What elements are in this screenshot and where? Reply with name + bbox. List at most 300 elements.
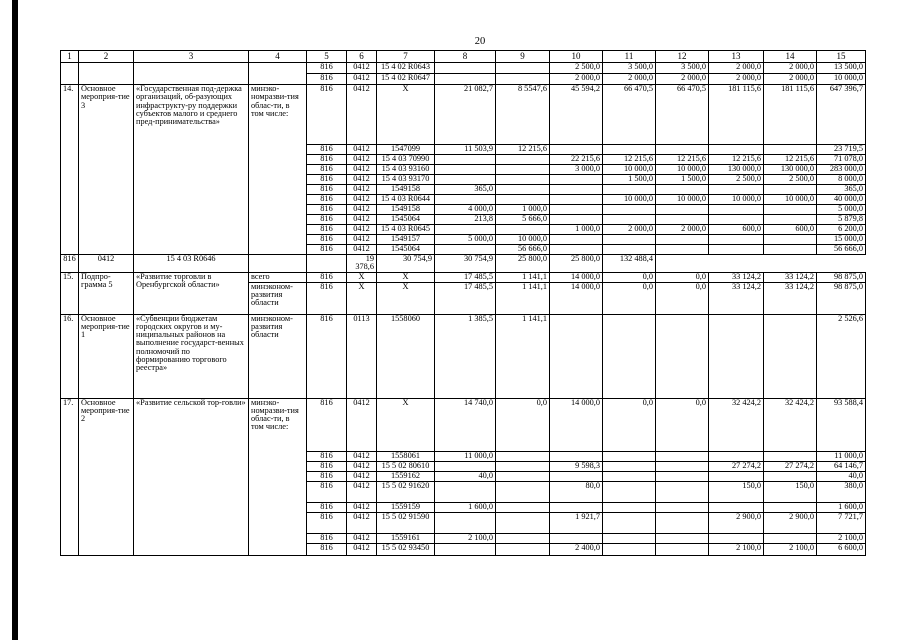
table-cell: 816	[307, 512, 347, 533]
value-cell: 56 666,0	[496, 245, 550, 255]
column-header: 5	[307, 51, 347, 63]
value-cell: 12 215,6	[496, 145, 550, 155]
value-cell: 365,0	[817, 185, 866, 195]
value-cell: 98 875,0	[817, 272, 866, 282]
value-cell	[709, 471, 764, 481]
table-cell: 816	[307, 314, 347, 398]
value-cell	[496, 175, 550, 185]
table-cell: 816	[307, 195, 347, 205]
value-cell	[656, 205, 709, 215]
page-number: 20	[474, 36, 486, 47]
executor: минэко-номразви-тия облас-ти, в том числе:	[249, 85, 307, 255]
value-cell: 0,0	[656, 272, 709, 282]
value-cell: 2 000,0	[550, 74, 603, 85]
value-cell	[496, 451, 550, 461]
value-cell	[764, 451, 817, 461]
value-cell	[709, 145, 764, 155]
value-cell	[550, 471, 603, 481]
code-cell: 1545064	[377, 245, 435, 255]
value-cell: 27 274,2	[764, 461, 817, 471]
table-cell: 0412	[347, 471, 377, 481]
value-cell	[764, 205, 817, 215]
value-cell: 1 500,0	[603, 175, 656, 185]
value-cell	[656, 235, 709, 245]
table-cell: 0412	[347, 175, 377, 185]
value-cell	[435, 481, 496, 502]
value-cell: 2 500,0	[550, 63, 603, 74]
value-cell: 23 719,5	[817, 145, 866, 155]
code-cell: 1549157	[377, 235, 435, 245]
value-cell	[603, 145, 656, 155]
event-description: «Субвенции бюджетам городских округов и му-ниципальных районов на выполнение государст-венных полномочий по формированию торгового реестра»	[134, 314, 249, 398]
value-cell: 33 124,2	[709, 272, 764, 282]
value-cell: 600,0	[764, 225, 817, 235]
value-cell	[764, 215, 817, 225]
column-header: 13	[709, 51, 764, 63]
table-row	[61, 63, 866, 74]
event-name: Основное мероприя-тие 2	[79, 398, 134, 555]
row-number: 14.	[61, 85, 79, 255]
value-cell: 6 600,0	[817, 543, 866, 555]
value-cell	[764, 471, 817, 481]
value-cell: 2 000,0	[709, 63, 764, 74]
row-number: 17.	[61, 398, 79, 555]
table-cell: 0412	[347, 185, 377, 195]
value-cell: 2 000,0	[709, 74, 764, 85]
code-cell: 15 4 03 R0644	[377, 195, 435, 205]
value-cell: 10 000,0	[603, 165, 656, 175]
table-cell: 0113	[347, 314, 377, 398]
value-cell: 66 470,5	[603, 85, 656, 145]
table-cell: 0412	[347, 245, 377, 255]
table-cell: X	[347, 282, 377, 314]
value-cell: 8 000,0	[817, 175, 866, 185]
value-cell	[603, 215, 656, 225]
table-cell: 0412	[347, 543, 377, 555]
code-cell: 15 4 03 R0645	[377, 225, 435, 235]
value-cell: 10 000,0	[764, 195, 817, 205]
value-cell	[435, 543, 496, 555]
value-cell: 0,0	[603, 398, 656, 451]
value-cell	[435, 245, 496, 255]
value-cell	[435, 155, 496, 165]
value-cell: 45 594,2	[550, 85, 603, 145]
value-cell: 25 800,0	[550, 255, 603, 273]
value-cell: 1 385,5	[435, 314, 496, 398]
value-cell: 3 000,0	[550, 165, 603, 175]
page-edge-bar	[12, 0, 18, 640]
column-header: 4	[249, 51, 307, 63]
table-cell: 0412	[347, 165, 377, 175]
value-cell	[764, 185, 817, 195]
value-cell: 17 485,5	[435, 282, 496, 314]
table-cell: 0412	[347, 205, 377, 215]
value-cell: 181 115,6	[709, 85, 764, 145]
table-cell: 0412	[347, 155, 377, 165]
value-cell	[603, 481, 656, 502]
value-cell	[496, 512, 550, 533]
table-cell: 816	[61, 255, 79, 273]
value-cell	[496, 63, 550, 74]
value-cell: 10 000,0	[817, 74, 866, 85]
code-cell: 1558060	[377, 314, 435, 398]
value-cell	[307, 255, 347, 273]
value-cell: 8 5547,6	[496, 85, 550, 145]
table-cell: 816	[307, 451, 347, 461]
code-cell: 1559159	[377, 502, 435, 512]
table-cell: 816	[307, 543, 347, 555]
table-cell: 816	[307, 205, 347, 215]
value-cell: 2 100,0	[709, 543, 764, 555]
value-cell: 6 200,0	[817, 225, 866, 235]
column-header: 3	[134, 51, 249, 63]
code-cell: 1559162	[377, 471, 435, 481]
value-cell: 10 000,0	[496, 235, 550, 245]
value-cell: 12 215,6	[709, 155, 764, 165]
value-cell: 7 721,7	[817, 512, 866, 533]
value-cell: 1 600,0	[435, 502, 496, 512]
value-cell	[496, 165, 550, 175]
table-cell: 816	[307, 282, 347, 314]
code-cell: X	[377, 282, 435, 314]
value-cell	[550, 245, 603, 255]
value-cell	[435, 165, 496, 175]
code-cell: 15 5 02 80610	[377, 461, 435, 471]
value-cell: 2 100,0	[817, 533, 866, 543]
value-cell: 33 124,2	[764, 272, 817, 282]
code-cell: 15 5 02 91620	[377, 481, 435, 502]
value-cell	[435, 225, 496, 235]
column-header: 7	[377, 51, 435, 63]
value-cell	[656, 314, 709, 398]
value-cell: 33 124,2	[709, 282, 764, 314]
value-cell: 213,8	[435, 215, 496, 225]
table-cell: 816	[307, 471, 347, 481]
value-cell: 2 000,0	[764, 74, 817, 85]
value-cell: 0,0	[603, 282, 656, 314]
table-cell: 0412	[347, 451, 377, 461]
value-cell: 2 000,0	[603, 74, 656, 85]
value-cell: 30 754,9	[435, 255, 496, 273]
value-cell: 0,0	[656, 282, 709, 314]
value-cell	[656, 512, 709, 533]
value-cell	[603, 533, 656, 543]
value-cell: 40 000,0	[817, 195, 866, 205]
code-cell: 1547099	[377, 145, 435, 155]
value-cell: 10 000,0	[656, 195, 709, 205]
table-cell: 0412	[347, 512, 377, 533]
column-header: 6	[347, 51, 377, 63]
table-cell	[79, 63, 134, 85]
value-cell: 93 588,4	[817, 398, 866, 451]
value-cell: 2 000,0	[764, 63, 817, 74]
table-cell: 0412	[347, 481, 377, 502]
value-cell: 15 000,0	[817, 235, 866, 245]
column-header: 9	[496, 51, 550, 63]
value-cell: 0,0	[656, 398, 709, 451]
value-cell	[603, 512, 656, 533]
value-cell	[496, 195, 550, 205]
value-cell	[764, 245, 817, 255]
code-cell: X	[377, 85, 435, 145]
value-cell	[656, 245, 709, 255]
value-cell: 181 115,6	[764, 85, 817, 145]
value-cell: 0,0	[496, 398, 550, 451]
value-cell	[603, 502, 656, 512]
value-cell	[435, 461, 496, 471]
value-cell: 365,0	[435, 185, 496, 195]
value-cell	[603, 471, 656, 481]
value-cell: 14 000,0	[550, 398, 603, 451]
code-cell: 15 4 03 93160	[377, 165, 435, 175]
column-header: 8	[435, 51, 496, 63]
value-cell: 132 488,4	[603, 255, 656, 273]
value-cell	[709, 185, 764, 195]
event-name: Подпро-грамма 5	[79, 272, 134, 314]
value-cell: 10 000,0	[709, 195, 764, 205]
table-cell: 0412	[347, 74, 377, 85]
value-cell	[603, 245, 656, 255]
value-cell	[550, 175, 603, 185]
value-cell: 2 000,0	[656, 225, 709, 235]
code-cell: X	[377, 272, 435, 282]
value-cell: 4 000,0	[435, 205, 496, 215]
value-cell	[435, 512, 496, 533]
table-row	[61, 85, 866, 145]
value-cell: 5 666,0	[496, 215, 550, 225]
value-cell	[709, 235, 764, 245]
value-cell: 150,0	[764, 481, 817, 502]
value-cell	[764, 145, 817, 155]
value-cell	[496, 74, 550, 85]
table-cell: 816	[307, 235, 347, 245]
value-cell	[656, 471, 709, 481]
value-cell: 25 800,0	[496, 255, 550, 273]
table-cell: 816	[307, 175, 347, 185]
column-header: 2	[79, 51, 134, 63]
column-header: 12	[656, 51, 709, 63]
value-cell	[550, 235, 603, 245]
value-cell	[550, 195, 603, 205]
table-cell	[249, 63, 307, 85]
table-cell: 0412	[79, 255, 134, 273]
value-cell	[656, 461, 709, 471]
value-cell: 3 500,0	[603, 63, 656, 74]
column-header: 1	[61, 51, 79, 63]
value-cell: 11 000,0	[817, 451, 866, 461]
value-cell	[709, 502, 764, 512]
value-cell: 33 124,2	[764, 282, 817, 314]
value-cell	[603, 185, 656, 195]
value-cell: 66 470,5	[656, 85, 709, 145]
table-cell: 816	[307, 398, 347, 451]
table-row	[61, 255, 866, 273]
value-cell	[496, 533, 550, 543]
value-cell	[603, 235, 656, 245]
value-cell: 2 500,0	[709, 175, 764, 185]
table-cell: 0412	[347, 235, 377, 245]
value-cell	[656, 215, 709, 225]
value-cell: 19 378,6	[347, 255, 377, 273]
code-cell: 15 4 02 R0643	[377, 63, 435, 74]
value-cell: 1 000,0	[496, 205, 550, 215]
table-cell: 816	[307, 502, 347, 512]
code-cell: 15 5 02 93450	[377, 543, 435, 555]
value-cell: 22 215,6	[550, 155, 603, 165]
table-cell: 816	[307, 185, 347, 195]
value-cell	[496, 461, 550, 471]
code-cell: 1558061	[377, 451, 435, 461]
header-row	[61, 51, 866, 63]
value-cell	[764, 314, 817, 398]
table-cell: 816	[307, 272, 347, 282]
event-name: Основное мероприя-тие 3	[79, 85, 134, 255]
value-cell: 14 000,0	[550, 272, 603, 282]
value-cell: 56 666,0	[817, 245, 866, 255]
value-cell	[496, 471, 550, 481]
value-cell: 5 879,8	[817, 215, 866, 225]
event-description: «Развитие сельской тор-говли»	[134, 398, 249, 555]
value-cell	[656, 543, 709, 555]
value-cell: 12 215,6	[764, 155, 817, 165]
value-cell: 0,0	[603, 272, 656, 282]
value-cell: 2 100,0	[435, 533, 496, 543]
value-cell: 2 400,0	[550, 543, 603, 555]
table-cell: 816	[307, 481, 347, 502]
table-cell: 816	[307, 74, 347, 85]
table-cell: 816	[307, 85, 347, 145]
column-header: 15	[817, 51, 866, 63]
value-cell	[550, 451, 603, 461]
value-cell: 11 503,9	[435, 145, 496, 155]
value-cell: 2 100,0	[764, 543, 817, 555]
table-cell: 816	[307, 461, 347, 471]
value-cell	[709, 314, 764, 398]
code-cell: 15 4 03 R0646	[134, 255, 249, 273]
table-cell: 816	[307, 63, 347, 74]
value-cell	[764, 235, 817, 245]
table-cell: 0412	[347, 195, 377, 205]
code-cell: 15 4 03 70990	[377, 155, 435, 165]
column-header: 10	[550, 51, 603, 63]
value-cell: 9 598,3	[550, 461, 603, 471]
value-cell: 647 396,7	[817, 85, 866, 145]
value-cell	[435, 175, 496, 185]
value-cell: 130 000,0	[764, 165, 817, 175]
code-cell: 15 4 02 R0647	[377, 74, 435, 85]
value-cell: 32 424,2	[709, 398, 764, 451]
value-cell: 1 141,1	[496, 282, 550, 314]
value-cell: 13 500,0	[817, 63, 866, 74]
value-cell	[550, 502, 603, 512]
code-cell: 15 5 02 91590	[377, 512, 435, 533]
value-cell	[603, 461, 656, 471]
value-cell: 17 485,5	[435, 272, 496, 282]
table-row	[61, 272, 866, 282]
value-cell: 380,0	[817, 481, 866, 502]
value-cell: 98 875,0	[817, 282, 866, 314]
value-cell: 27 274,2	[709, 461, 764, 471]
value-cell	[550, 533, 603, 543]
value-cell	[435, 74, 496, 85]
value-cell: 40,0	[817, 471, 866, 481]
value-cell	[656, 451, 709, 461]
table-cell: 816	[307, 533, 347, 543]
column-header: 14	[764, 51, 817, 63]
value-cell: 30 754,9	[377, 255, 435, 273]
value-cell	[550, 185, 603, 195]
value-cell: 1 500,0	[656, 175, 709, 185]
value-cell	[249, 255, 307, 273]
value-cell: 2 900,0	[709, 512, 764, 533]
value-cell	[550, 205, 603, 215]
value-cell: 40,0	[435, 471, 496, 481]
value-cell: 1 000,0	[550, 225, 603, 235]
table-cell: 0412	[347, 533, 377, 543]
executor: минэконом-развития области	[249, 282, 307, 314]
table-row	[61, 398, 866, 451]
value-cell: 150,0	[709, 481, 764, 502]
budget-table	[60, 50, 866, 556]
executor: минэконом-развития области	[249, 314, 307, 398]
value-cell: 11 000,0	[435, 451, 496, 461]
table-cell: 816	[307, 165, 347, 175]
value-cell	[496, 225, 550, 235]
executor: минэко-номразви-тия облас-ти, в том числе:	[249, 398, 307, 555]
value-cell: 3 500,0	[656, 63, 709, 74]
table-cell: 0412	[347, 63, 377, 74]
row-number: 15.	[61, 272, 79, 314]
value-cell: 10 000,0	[603, 195, 656, 205]
value-cell: 2 526,6	[817, 314, 866, 398]
value-cell	[656, 502, 709, 512]
table-cell: 0412	[347, 461, 377, 471]
value-cell: 5 000,0	[435, 235, 496, 245]
value-cell	[435, 195, 496, 205]
table-cell: 816	[307, 155, 347, 165]
value-cell: 32 424,2	[764, 398, 817, 451]
value-cell	[656, 481, 709, 502]
value-cell: 10 000,0	[656, 165, 709, 175]
value-cell: 1 141,1	[496, 272, 550, 282]
executor: всего	[249, 272, 307, 282]
value-cell	[709, 245, 764, 255]
value-cell: 130 000,0	[709, 165, 764, 175]
value-cell	[709, 451, 764, 461]
code-cell: 1549158	[377, 185, 435, 195]
value-cell	[764, 533, 817, 543]
value-cell	[496, 543, 550, 555]
table-cell: 816	[307, 145, 347, 155]
value-cell	[656, 145, 709, 155]
value-cell	[709, 533, 764, 543]
value-cell: 14 740,0	[435, 398, 496, 451]
value-cell: 2 500,0	[764, 175, 817, 185]
value-cell	[435, 63, 496, 74]
table-cell: 816	[307, 215, 347, 225]
value-cell	[496, 155, 550, 165]
value-cell	[656, 185, 709, 195]
code-cell: 1549158	[377, 205, 435, 215]
value-cell: 14 000,0	[550, 282, 603, 314]
table-cell: 816	[307, 225, 347, 235]
value-cell: 12 215,6	[603, 155, 656, 165]
value-cell: 1 600,0	[817, 502, 866, 512]
value-cell: 1 141,1	[496, 314, 550, 398]
value-cell: 2 900,0	[764, 512, 817, 533]
row-number: 16.	[61, 314, 79, 398]
value-cell: 5 000,0	[817, 205, 866, 215]
